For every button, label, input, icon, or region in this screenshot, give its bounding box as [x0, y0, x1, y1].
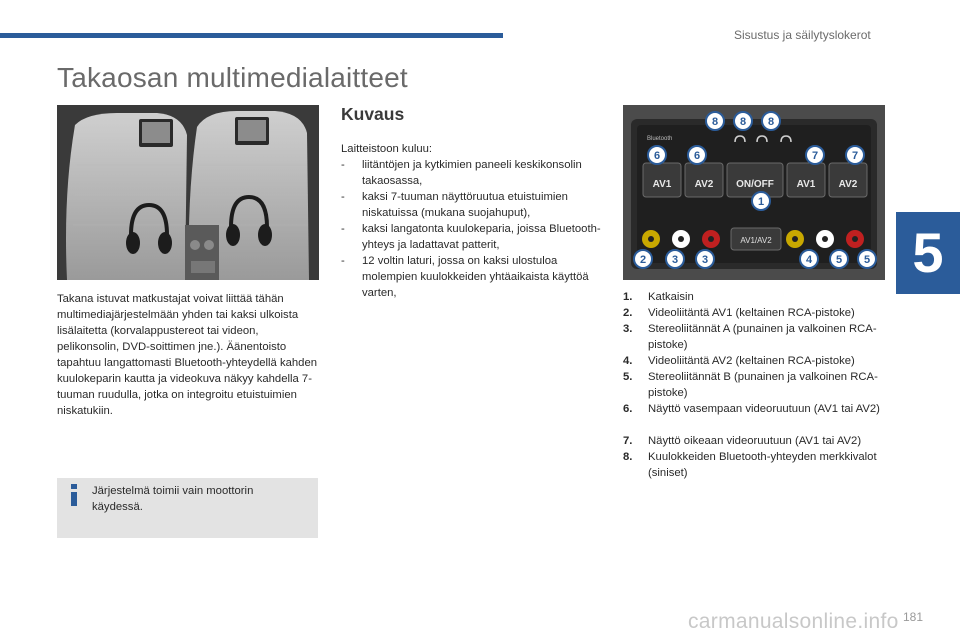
legend-text: Katkaisin	[648, 291, 694, 303]
legend-text: Videoliitäntä AV1 (keltainen RCA-pistoke)	[648, 307, 855, 319]
callout-7a: 7	[811, 150, 819, 162]
legend-text: Videoliitäntä AV2 (keltainen RCA-pistoke)	[648, 355, 855, 367]
bullet-dash: -	[341, 255, 345, 267]
panel-button-av2-left: AV2	[694, 179, 714, 190]
info-text: Järjestelmä toimii vain moottorin käydessä.	[92, 485, 254, 513]
callout-8c: 8	[767, 116, 775, 128]
callout-3a: 3	[671, 254, 679, 266]
chapter-number: 5	[912, 221, 944, 284]
callout-7b: 7	[851, 150, 859, 162]
callout-4: 4	[805, 254, 813, 266]
callout-2: 2	[639, 254, 647, 266]
bullet-dash: -	[341, 159, 345, 171]
connection-panel-illustration	[623, 105, 885, 280]
legend-number: 7.	[623, 435, 633, 447]
description-item-text: kaksi langatonta kuulokeparia, joissa Bluetooth-yhteys ja ladattavat patterit,	[362, 223, 601, 251]
callout-6b: 6	[693, 150, 701, 162]
connection-panel-photo	[623, 105, 885, 280]
legend-text: Stereoliitännät A (punainen ja valkoinen RCA-pistoke)	[648, 323, 877, 351]
info-icon	[70, 484, 78, 506]
section-title: Sisustus ja säilytyslokerot	[734, 28, 871, 42]
legend-number: 8.	[623, 451, 633, 463]
intro-paragraph: Takana istuvat matkustajat voivat liittää tähän multimediajärjestelmään yhden tai kaksi ulkoista lisälaitetta (korvalappustereot tai videon, pelikonsolin, DVD-soittimen jne.). Äänentoisto tapahtuu langattomasti Bluetooth-yhteydellä kahden kuulokeparin kautta ja videokuva näkyy kahdella 7-tuuman ruudulla, jotka on integroitu etuistuimien niskatukiin.	[57, 293, 318, 417]
panel-button-on-off: ON/OFF	[736, 179, 774, 190]
panel-button-av2-right: AV2	[838, 179, 858, 190]
rear-seats-photo	[57, 105, 319, 280]
description-item-text: 12 voltin laturi, jossa on kaksi ulostuloa molempien kuulokkeiden yhtäaikaista käyttöä varten,	[362, 255, 589, 299]
description-heading: Kuvaus	[341, 104, 405, 124]
bluetooth-label: Bluetooth	[647, 136, 673, 142]
legend-text: Kuulokkeiden Bluetooth-yhteyden merkkivalot (siniset)	[648, 451, 877, 479]
header-accent-bar	[0, 33, 503, 38]
callout-8b: 8	[739, 116, 747, 128]
callout-1: 1	[757, 196, 765, 208]
callout-3b: 3	[701, 254, 709, 266]
description-item-text: liitäntöjen ja kytkimien paneeli keskikonsolin takaosassa,	[362, 159, 582, 187]
bullet-dash: -	[341, 191, 345, 203]
legend-number: 5.	[623, 371, 633, 383]
watermark: carmanualsonline.info	[688, 610, 899, 633]
rear-seats-illustration	[57, 105, 319, 280]
legend-text: Näyttö oikeaan videoruutuun (AV1 tai AV2)	[648, 435, 862, 447]
description-item-text: kaksi 7-tuuman näyttöruutua etuistuimien niskatuissa (mukana suojahuput),	[362, 191, 568, 219]
callout-5a: 5	[835, 254, 843, 266]
legend-number: 3.	[623, 323, 633, 335]
legend-text: Näyttö vasempaan videoruutuun (AV1 tai AV2)	[648, 403, 880, 415]
legend-number: 4.	[623, 355, 633, 367]
panel-switch-label: AV1/AV2	[740, 236, 772, 245]
chapter-tab	[896, 212, 960, 294]
panel-button-av1-left: AV1	[652, 179, 672, 190]
page-title: Takaosan multimedialaitteet	[57, 62, 408, 93]
callout-8a: 8	[711, 116, 719, 128]
panel-button-av1-right: AV1	[796, 179, 816, 190]
callout-5b: 5	[863, 254, 871, 266]
legend-text: Stereoliitännät B (punainen ja valkoinen RCA-pistoke)	[648, 371, 878, 399]
legend-number: 1.	[623, 291, 633, 303]
page-number: 181	[903, 610, 924, 624]
description-lead: Laitteistoon kuluu:	[341, 143, 433, 155]
callout-6a: 6	[653, 150, 661, 162]
legend-number: 2.	[623, 307, 633, 319]
legend-number: 6.	[623, 403, 633, 415]
bullet-dash: -	[341, 223, 345, 235]
